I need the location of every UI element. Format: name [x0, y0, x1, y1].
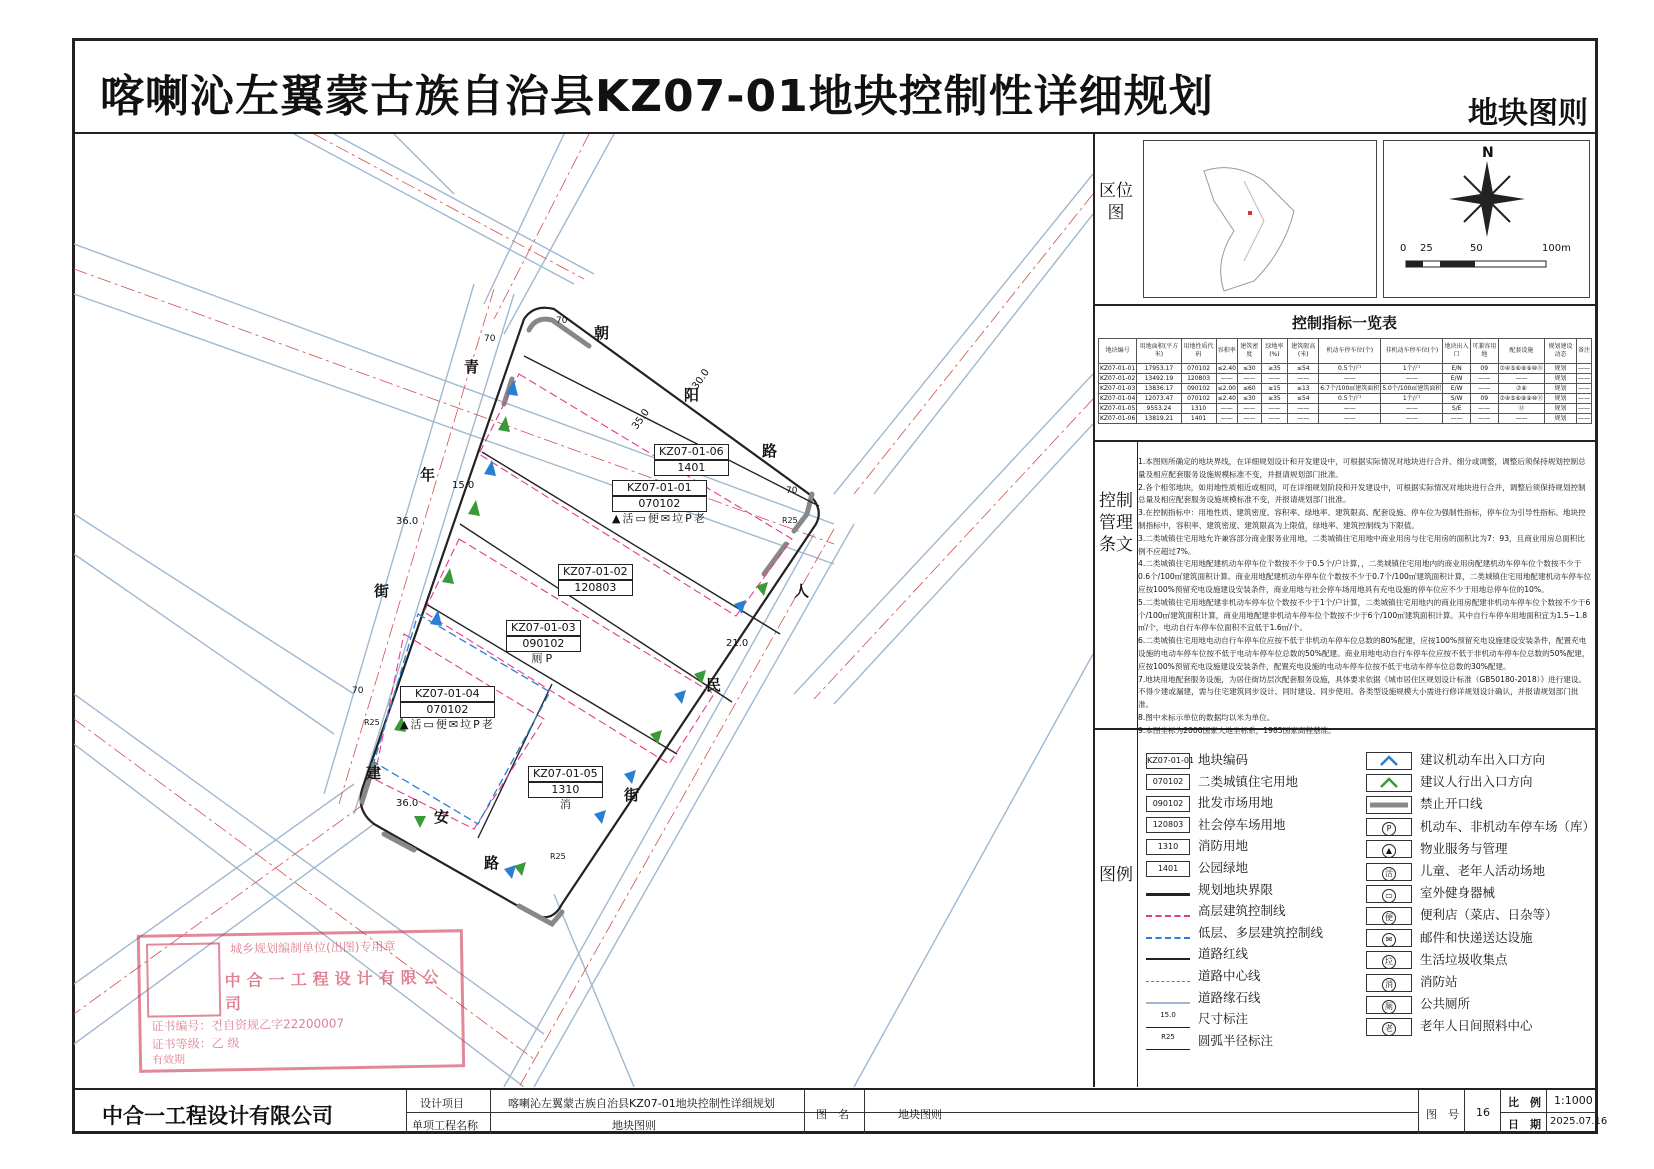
legend-symbol-icon — [1366, 1018, 1412, 1036]
table-cell: 规划 — [1545, 374, 1577, 384]
table-cell: KZ07-01-05 — [1100, 404, 1136, 412]
table-cell: 1个/户 — [1381, 364, 1443, 374]
th: 容积率 — [1216, 339, 1237, 364]
table-cell: —— — [1470, 414, 1498, 424]
table-cell: ≤13 — [1288, 384, 1319, 394]
legend-symbol-icon — [1366, 996, 1412, 1014]
table-row — [1099, 384, 1592, 394]
parcel-code: KZ07-01-05 — [528, 766, 603, 782]
parcel-boundaries — [426, 356, 819, 838]
legend-circle-icon: P — [1382, 822, 1396, 836]
legend-text: 地块编码 — [1198, 752, 1249, 767]
location-map-svg — [1144, 141, 1376, 297]
legend-symbol-icon — [1146, 949, 1190, 960]
footer-scale-label: 比 例 — [1508, 1096, 1541, 1109]
road-label-chao: 朝 — [594, 324, 610, 342]
th: 地块编号 — [1099, 339, 1137, 364]
table-cell: ≤54 — [1288, 364, 1319, 374]
footer-sub-project-label: 单项工程名称 — [412, 1119, 478, 1132]
dim-label: 36.0 — [396, 798, 419, 809]
table-cell: —— — [1261, 414, 1288, 424]
table-cell: ≤30 — [1237, 394, 1261, 404]
road-label-qing: 青 — [464, 358, 480, 376]
footer-drawing-name-label: 图 名 — [816, 1108, 849, 1121]
parcel-kz07-01-06[interactable] — [654, 444, 729, 476]
table-cell: —— — [1216, 404, 1237, 414]
table-cell: —— — [1237, 404, 1261, 414]
legend-item — [1366, 794, 1483, 814]
legend-circle-icon: 老 — [1382, 1022, 1396, 1036]
legend-item — [1146, 923, 1323, 941]
table-cell: —— — [1261, 404, 1288, 414]
table-cell: —— — [1319, 374, 1381, 384]
legend-text: 道路中心线 — [1198, 968, 1261, 983]
legend-text: 道路红线 — [1198, 946, 1249, 962]
scale-tick: 25 — [1420, 243, 1433, 254]
legend-symbol-icon — [1146, 993, 1190, 1004]
provision-item: 1.本图则所确定的地块界线，在详细规划设计和开发建设中，可根据实际情况对地块进行合并、细分或调整，调整后须保持规划控制总量及相应配套服务设施规模标准不变，并报请规划部门批准。 — [1138, 457, 1586, 479]
control-index-table — [1098, 338, 1592, 424]
legend-text: 消防用地 — [1198, 838, 1249, 854]
table-cell: KZ07-01-04 — [1100, 394, 1136, 402]
provisions-label: 控制管理条文 — [1099, 491, 1133, 555]
table-cell: 规划 — [1545, 364, 1577, 374]
table-cell: ≤60 — [1237, 384, 1261, 394]
provision-item: 3.二类城镇住宅用地允许兼容部分商业服务业用地，二类城镇住宅用地中商业用房与住宅用房的面积比为7：93，且商业用房总面积比例不应超过7%。 — [1138, 533, 1585, 556]
provision-item: 6.二类城镇住宅用地电动自行车停车位应按不低于非机动车停车位总数的80%配建，应按100%预留充电设施建设安装条件，配置充电设施的电动车停车位按不低于电动车停车位总数的50%配建。商业用地电动自行车停车位应按不低于非机动车停车位总数的50%配建，应按100%预留充电设施建设安装条件，配置充电设施的电动车停车位按不低于电动车停车位总数的30%配建。 — [1138, 636, 1590, 671]
legend-item — [1146, 793, 1273, 812]
divider — [1095, 440, 1598, 442]
road-label-lu: 路 — [762, 442, 778, 460]
legend-text: 圆弧半径标注 — [1198, 1032, 1274, 1048]
table-cell: 规划 — [1545, 414, 1577, 424]
footer-sub-project: 地块图则 — [612, 1119, 656, 1132]
legend-text: 物业服务与管理 — [1420, 840, 1508, 856]
legend-item — [1146, 988, 1261, 1006]
table-cell: 070102 — [1181, 394, 1216, 404]
table-cell: E/W — [1443, 374, 1471, 384]
legend-item — [1366, 772, 1533, 792]
stamp-emblem-icon — [146, 942, 221, 1017]
parcel-use: 070102 — [400, 702, 495, 718]
th: 建筑密度 — [1237, 339, 1261, 364]
legend-circle-icon: 便 — [1382, 911, 1396, 925]
dim-label: R25 — [364, 718, 380, 727]
table-cell: —— — [1216, 414, 1237, 424]
table-cell: —— — [1470, 384, 1498, 394]
table-cell: 13836.17 — [1137, 384, 1181, 394]
table-cell: ≤2.40 — [1217, 364, 1236, 372]
th: 规划建设动态 — [1545, 339, 1577, 364]
location-inset[interactable] — [1143, 140, 1377, 298]
stamp-issuer: 有效期 — [151, 1053, 186, 1067]
parcel-code: KZ07-01-04 — [400, 686, 495, 702]
dim-label: 70 — [556, 316, 568, 326]
highrise-control-lines — [374, 374, 792, 829]
table-row — [1099, 364, 1592, 374]
table-cell: ⑦④⑤⑥⑧⑨⑩⑪ — [1499, 394, 1544, 402]
footer-drawing-name: 地块图则 — [898, 1108, 942, 1121]
table-row — [1099, 374, 1592, 384]
legend-text: 建议机动车出入口方向 — [1420, 752, 1546, 767]
sheet-subtitle: 地块图则 — [1468, 96, 1588, 131]
parcel-use: 090102 — [506, 636, 581, 652]
legend-text: 建议人行出入口方向 — [1420, 774, 1533, 790]
legend-symbol-icon — [1366, 796, 1412, 814]
table-cell: ≥35 — [1261, 394, 1288, 404]
table-cell: 13819.21 — [1137, 414, 1181, 424]
legend-symbol-icon — [1366, 818, 1412, 836]
legend-item — [1146, 815, 1286, 834]
legend-text: 高层建筑控制线 — [1198, 903, 1286, 919]
legend-symbol-icon — [1366, 840, 1412, 858]
parcel-facilities: ▲活▭便✉垃P老 — [400, 718, 495, 731]
legend-label: 图例 — [1099, 865, 1133, 885]
legend-circle-icon: 厕 — [1382, 1000, 1396, 1014]
th: 用地面积(平方米) — [1137, 339, 1181, 364]
provision-item: 4.二类城镇住宅用地配建机动车停车位个数按不少于0.5个/户计算，，二类城镇住宅用地内的商业用房配建机动车停车位个数按不少于0.6个/100㎡建筑面积计算。商业用地配建机动车停车位个数按不少于0.7个/100㎡建筑面积计算，二类城镇住宅用地配建机动车停车位应按100%预留充电设施建设安装条件，商业用地与社会停车场用地具有充电设施的停车位应不少于用地总停车位的10%。 — [1138, 559, 1592, 594]
legend-item — [1146, 858, 1248, 877]
parcel-use: 1310 — [528, 782, 603, 798]
stamp-grade: 证书等级：乙 级 — [151, 1036, 240, 1052]
table-cell: —— — [1577, 364, 1590, 372]
table-cell: —— — [1288, 414, 1319, 424]
table-cell: —— — [1237, 414, 1261, 424]
table-cell: —— — [1577, 394, 1590, 402]
table-cell: —— — [1381, 404, 1443, 414]
legend-item — [1146, 944, 1248, 962]
parcel-use: 120803 — [558, 580, 633, 596]
table-cell: ≥35 — [1261, 364, 1288, 374]
road-label-ren: 人 — [794, 582, 810, 600]
control-table-body — [1099, 364, 1592, 424]
scale-tick: 50 — [1470, 243, 1483, 254]
legend-item — [1146, 1031, 1273, 1050]
north-arrow-icon — [1384, 141, 1589, 297]
table-cell: S/W — [1443, 394, 1471, 404]
table-cell: ⑬ — [1498, 404, 1545, 414]
table-cell: ⑦⑧ — [1498, 384, 1545, 394]
table-cell: ≤30 — [1237, 364, 1261, 374]
control-table-title: 控制指标一览表 — [1291, 314, 1397, 332]
parcel-use: 070102 — [612, 496, 707, 512]
stamp-cert: 证书编号：건自资规乙字22200007 — [151, 1016, 345, 1034]
legend-item — [1146, 901, 1286, 919]
th: 绿地率(%) — [1261, 339, 1288, 364]
road-label-jie2: 街 — [624, 786, 640, 804]
table-cell: KZ07-01-01 — [1100, 364, 1136, 372]
table-cell: 1个/户 — [1381, 394, 1443, 404]
table-cell: 13492.19 — [1137, 374, 1181, 384]
parcel-facilities: 消 — [559, 798, 571, 811]
provisions-text — [1138, 456, 1592, 738]
th: 机动车停车位(个) — [1319, 339, 1381, 364]
legend-symbol-icon: 070102 — [1146, 774, 1190, 790]
footer-date: 2025.07.16 — [1550, 1116, 1608, 1127]
table-cell: 12073.47 — [1137, 394, 1181, 404]
legend-symbol-icon — [1366, 752, 1412, 770]
legend-text: 批发市场用地 — [1198, 795, 1274, 811]
provision-item: 7.地块用地配套服务设施，为居住街坊层次配套服务设施，具体要求依据《城市居住区规划设计标准（GB50180-2018）》进行建设。不得少建或漏建，需与住宅建筑同步设计、同时建设、同步使用。各类型设施规模大小需进行修详规划设计确认，并报请规划部门批准。 — [1138, 674, 1587, 710]
table-cell: 0.5个/户 — [1319, 394, 1381, 404]
parcel-kz07-01-04[interactable] — [400, 686, 495, 732]
legend-circle-icon: ▲ — [1382, 844, 1396, 858]
legend-symbol-icon: KZ07-01-01 — [1146, 753, 1190, 769]
legend-text: 消防站 — [1420, 974, 1458, 989]
legend-text: 室外健身器械 — [1420, 885, 1496, 901]
table-cell: 090102 — [1181, 384, 1216, 394]
legend-item — [1146, 750, 1248, 769]
legend-symbol-icon — [1366, 774, 1412, 792]
table-cell: E/N — [1443, 364, 1471, 374]
dim-label: 30.0 — [690, 367, 713, 392]
table-cell: —— — [1498, 414, 1545, 424]
provision-item: 5.二类城镇住宅用地配建非机动车停车位个数按不少于1个/户计算，二类城镇住宅用地内的商业用房配建非机动车停车位个数按不少于6个/100㎡建筑面积计算，商业用地配建非机动车停车位个数按不少于6个/100㎡建筑面积计算。其中自行车停车用地面积宜为1.5~1.8㎡/个，电动自行车停车位面积不宜低于1.6㎡/个。 — [1138, 597, 1591, 633]
legend-symbol-icon — [1146, 884, 1190, 896]
legend-text: 生活垃圾收集点 — [1420, 951, 1508, 967]
legend-symbol-icon — [1366, 907, 1412, 925]
road-label-lu2: 路 — [484, 854, 500, 872]
dim-label: 35.0 — [630, 407, 653, 432]
legend-item — [1366, 1016, 1533, 1036]
table-cell: —— — [1498, 374, 1545, 384]
footer-design-project: 喀喇沁左翼蒙古族自治县KZ07-01地块控制性详细规划 — [508, 1097, 775, 1110]
legend-symbol-icon — [1146, 972, 1190, 982]
legend-text: 社会停车场用地 — [1198, 816, 1286, 832]
dim-label: 21.0 — [726, 638, 749, 649]
parcel-code: KZ07-01-03 — [506, 620, 581, 636]
dim-label: 70 — [484, 334, 496, 344]
table-cell: 120803 — [1181, 374, 1216, 384]
dim-label: 70 — [352, 686, 364, 696]
legend-text: 规划地块界限 — [1198, 881, 1274, 897]
scale-tick: 0 — [1400, 243, 1407, 254]
legend-item — [1146, 966, 1261, 984]
table-cell: E/W — [1443, 384, 1471, 394]
table-cell: 09 — [1470, 364, 1498, 374]
table-cell: 规划 — [1545, 384, 1577, 394]
table-cell: 09 — [1470, 394, 1498, 404]
provision-item: 2.各个相邻地块，如用地性质相近或相同，可在详细规划阶段和开发建设中，可根据实际情况对地块进行合并，调整后须保持规划控制总量及相应配套服务设施规模标准不变，并报请规划部门批准。 — [1138, 482, 1586, 505]
table-cell: —— — [1577, 414, 1590, 422]
table-cell: —— — [1577, 374, 1590, 382]
legend-text: 儿童、老年人活动场地 — [1420, 863, 1546, 878]
road-label-nian: 年 — [420, 466, 436, 484]
dim-label: R25 — [782, 516, 798, 525]
legend-text: 公共厕所 — [1420, 996, 1471, 1012]
legend-item — [1366, 905, 1558, 925]
table-cell: KZ07-01-02 — [1100, 374, 1136, 382]
legend-text: 邮件和快递送达设施 — [1420, 929, 1533, 945]
footer-scale: 1:1000 — [1554, 1094, 1593, 1107]
legend-symbol-icon: 090102 — [1146, 796, 1190, 812]
legend-text: 老年人日间照料中心 — [1420, 1018, 1533, 1034]
legend-text: 机动车、非机动车停车场（库） — [1420, 818, 1596, 834]
parcel-facilities: 厕P — [531, 652, 556, 665]
parcel-code: KZ07-01-06 — [654, 444, 729, 460]
table-cell: KZ07-01-06 — [1100, 414, 1136, 422]
dim-label: R25 — [550, 852, 566, 861]
table-cell: KZ07-01-03 — [1100, 384, 1136, 392]
th: 备注 — [1576, 339, 1591, 364]
dim-label: 36.0 — [396, 516, 419, 527]
legend-symbol-icon — [1366, 885, 1412, 903]
legend-symbol-icon: 120803 — [1146, 817, 1190, 833]
parcel-code: KZ07-01-01 — [612, 480, 707, 496]
legend-circle-icon: 消 — [1382, 978, 1396, 992]
legend-text: 尺寸标注 — [1198, 1011, 1249, 1027]
parcel-facilities: ▲活▭便✉垃P老 — [612, 512, 707, 525]
table-cell: 17953.17 — [1137, 364, 1181, 374]
legend-symbol-icon — [1146, 928, 1190, 939]
legend-circle-icon: 活 — [1382, 867, 1396, 881]
table-cell: 1401 — [1181, 414, 1216, 424]
legend-item — [1366, 817, 1595, 837]
legend-symbol-icon: 1401 — [1146, 861, 1190, 877]
table-cell: 规划 — [1545, 394, 1577, 404]
dim-label: 15.0 — [452, 480, 475, 491]
legend-circle-icon: ▭ — [1382, 889, 1396, 903]
parcel-kz07-01-02[interactable] — [558, 564, 633, 596]
legend-text: 道路缘石线 — [1198, 989, 1261, 1005]
legend-symbol-icon — [1146, 906, 1190, 917]
footer-company: 中合一工程设计有限公司 — [102, 1104, 333, 1128]
legend-text: 便利店（菜店、日杂等） — [1420, 907, 1558, 923]
no-opening-lines — [362, 319, 812, 924]
table-cell: 5.0个/100㎡建筑面积 — [1382, 384, 1442, 392]
table-cell: ≥15 — [1261, 384, 1288, 394]
th: 用地性质代码 — [1181, 339, 1216, 364]
legend-text: 禁止开口线 — [1420, 796, 1483, 812]
footer-drawing-no-label: 图 号 — [1426, 1108, 1459, 1121]
legend-item — [1366, 950, 1508, 970]
footer-date-label: 日 期 — [1508, 1118, 1541, 1131]
road-label-yang: 阳 — [684, 386, 700, 404]
legend-item — [1366, 839, 1508, 859]
road-label-jian: 建 — [366, 764, 382, 782]
legend-symbol-icon — [1366, 929, 1412, 947]
table-cell: —— — [1470, 374, 1498, 384]
location-label: 区位图 — [1099, 181, 1133, 223]
dim-label: 70 — [786, 486, 798, 496]
table-cell: —— — [1577, 384, 1590, 392]
legend-item — [1366, 972, 1458, 992]
parcel-kz07-01-03[interactable] — [506, 620, 581, 666]
plan-map[interactable] — [74, 134, 1093, 1087]
legend-item — [1146, 836, 1248, 855]
road-label-min: 民 — [706, 676, 722, 694]
table-cell: ≤2.40 — [1217, 394, 1236, 402]
legend-text: 二类城镇住宅用地 — [1198, 773, 1299, 789]
company-stamp — [137, 929, 465, 1073]
legend-circle-icon: 垃 — [1382, 955, 1396, 969]
legend-item — [1366, 883, 1495, 903]
table-cell: 规划 — [1545, 404, 1577, 414]
table-cell: ≤54 — [1288, 394, 1319, 404]
legend-item — [1146, 880, 1273, 898]
table-cell: 9553.24 — [1137, 404, 1181, 414]
provision-item: 8.图中未标示单位的数据均以米为单位。 — [1138, 712, 1275, 722]
footer-drawing-no: 16 — [1476, 1106, 1490, 1119]
stamp-header: 城乡规划编制单位(出图)专用章 — [229, 939, 396, 957]
table-cell: S/E — [1443, 404, 1471, 414]
table-cell: 1310 — [1181, 404, 1216, 414]
table-cell: —— — [1288, 404, 1319, 414]
th: 配套设施 — [1498, 339, 1545, 364]
north-label: N — [1482, 145, 1494, 161]
table-cell: 070102 — [1181, 364, 1216, 374]
legend-symbol-icon — [1366, 974, 1412, 992]
th: 地块出入口 — [1443, 339, 1471, 364]
th: 非机动车停车位(个) — [1381, 339, 1443, 364]
table-row — [1099, 414, 1592, 424]
legend-item — [1366, 750, 1545, 770]
road-label-jie: 街 — [374, 582, 390, 600]
legend-symbol-icon — [1366, 863, 1412, 881]
north-scale-box — [1383, 140, 1590, 298]
legend-item — [1146, 1009, 1248, 1028]
parcel-kz07-01-05[interactable] — [528, 766, 603, 812]
th: 建筑限高(米) — [1288, 339, 1319, 364]
table-cell: —— — [1288, 374, 1319, 384]
table-cell: —— — [1381, 374, 1443, 384]
legend-symbol-icon: 1310 — [1146, 839, 1190, 855]
provision-item: 3.在控制指标中：用地性质、建筑密度、容积率、绿地率、建筑限高、配套设施、停车位为强制性指标，停车位为引导性指标。地块控制指标中，容积率、建筑密度、建筑限高为上限值，绿地率、建筑控制线为下限值。 — [1138, 508, 1586, 530]
table-cell: 6.7个/100㎡建筑面积 — [1320, 384, 1380, 392]
title-block — [72, 1088, 1608, 1134]
parcel-code: KZ07-01-02 — [558, 564, 633, 580]
legend-symbol-icon — [1366, 951, 1412, 969]
table-cell: —— — [1319, 404, 1381, 414]
table-cell: —— — [1470, 404, 1498, 414]
legend-symbol-icon: R25 — [1146, 1033, 1190, 1050]
table-cell: ≤2.00 — [1217, 384, 1236, 392]
footer-design-project-label: 设计项目 — [420, 1097, 464, 1110]
legend-item — [1366, 861, 1545, 881]
table-row — [1099, 404, 1592, 414]
table-cell: ⑦④⑤⑥⑧⑨⑩⑪ — [1499, 364, 1544, 372]
th: 可兼容用地 — [1470, 339, 1498, 364]
parcel-kz07-01-01[interactable] — [612, 480, 707, 526]
table-cell: —— — [1577, 404, 1590, 412]
table-cell: —— — [1443, 414, 1471, 424]
table-cell: —— — [1381, 414, 1443, 424]
table-row — [1099, 394, 1592, 404]
stamp-company: 中合一工程设计有限公司 — [224, 967, 445, 1014]
provision-item: 9.本图坐标为2000国家大地坐标系，1985国家高程基准。 — [1138, 725, 1336, 735]
legend-item — [1146, 772, 1298, 791]
legend-text: 公园绿地 — [1198, 860, 1249, 875]
parcel-use: 1401 — [654, 460, 729, 476]
legend-item — [1366, 994, 1470, 1014]
divider — [1095, 304, 1598, 306]
table-cell: —— — [1216, 374, 1237, 384]
table-cell: —— — [1237, 374, 1261, 384]
road-label-an: 安 — [434, 808, 450, 826]
legend-item — [1366, 928, 1533, 948]
legend-symbol-icon: 15.0 — [1146, 1011, 1190, 1028]
table-cell: —— — [1261, 374, 1288, 384]
table-cell: —— — [1319, 414, 1381, 424]
legend-text: 低层、多层建筑控制线 — [1198, 924, 1324, 940]
page-title: 喀喇沁左翼蒙古族自治县KZ07-01地块控制性详细规划 — [100, 71, 1214, 122]
scale-tick: 100m — [1542, 243, 1571, 254]
legend-circle-icon: ✉ — [1382, 933, 1396, 947]
table-cell: 0.5个/户 — [1319, 364, 1381, 374]
table-header-row — [1099, 339, 1592, 364]
block-red-line — [361, 308, 819, 918]
